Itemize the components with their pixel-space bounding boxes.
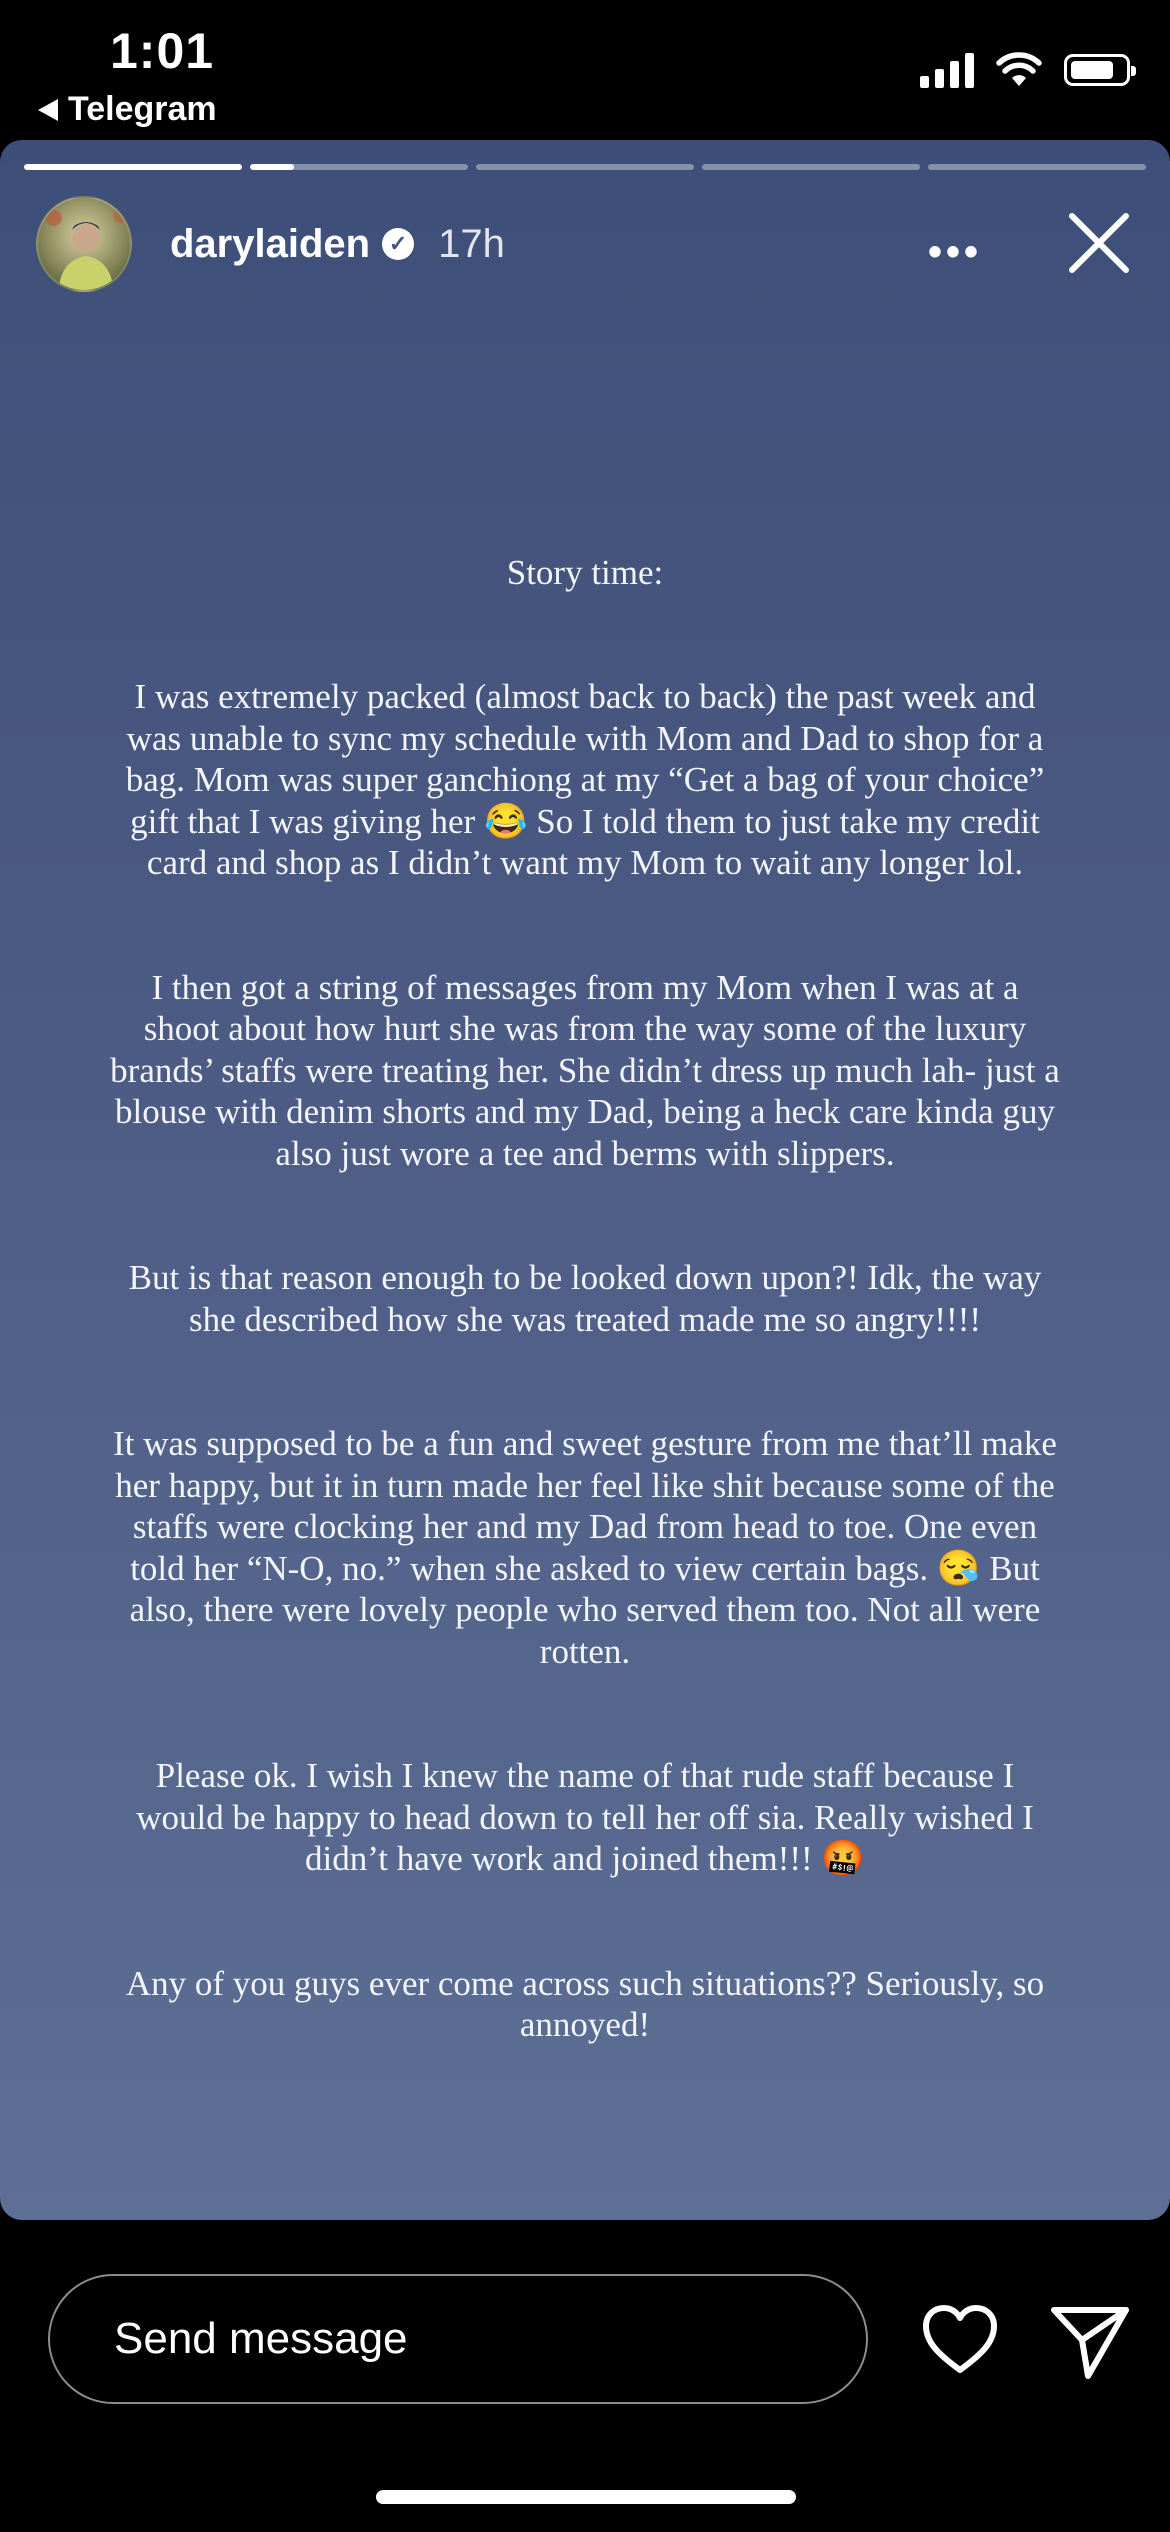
- story-header: [36, 194, 1134, 294]
- send-message-field[interactable]: [48, 2274, 868, 2404]
- story-viewer[interactable]: [0, 140, 1170, 2220]
- status-time: 1:01: [110, 23, 215, 79]
- story-progress-segment: [928, 164, 1146, 170]
- story-username[interactable]: darylaiden: [170, 221, 371, 266]
- story-progress-segment: [702, 164, 920, 170]
- avatar[interactable]: [36, 196, 132, 292]
- story-progress-segment: [476, 164, 694, 170]
- story-text: [110, 510, 1060, 2129]
- close-icon[interactable]: [1064, 208, 1134, 278]
- story-progress-bar: [24, 164, 1146, 170]
- cellular-signal-icon: [920, 52, 974, 88]
- heart-icon[interactable]: [918, 2298, 1002, 2382]
- more-options-button[interactable]: •••: [927, 230, 982, 274]
- message-input[interactable]: [112, 2313, 866, 2365]
- story-timestamp: 17h: [438, 221, 505, 266]
- story-paragraph: I was extremely packed (almost back to back) the past week and was unable to sync my schedule with Mom and Dad to shop for a bag. Mom was super ganchiong at my “Get a bag of your choice” gift that I was giving her 😂 So I told them to just take my credit card and shop as I didn’t want my Mom to wait any longer lol.: [125, 677, 1045, 882]
- back-arrow-icon: [38, 99, 58, 121]
- story-progress-segment: [24, 164, 242, 170]
- status-icons: [920, 52, 1130, 88]
- story-paragraph: Story time:: [506, 552, 664, 592]
- story-paragraph: It was supposed to be a fun and sweet gesture from me that’ll make her happy, but it in turn made her feel like shit because some of the staffs were clocking her and my Dad from head to toe. One even told her “N-O, no.” when she asked to view certain bags. 😪 But also, there were lovely people who served them too. Not all were rotten.: [113, 1424, 1057, 1671]
- story-paragraph: Please ok. I wish I knew the name of that rude staff because I would be happy to head down to tell her off sia. Really wished I didn’t have work and joined them!!! 🤬: [136, 1756, 1034, 1878]
- back-app-label: Telegram: [68, 90, 217, 128]
- story-progress-segment: [250, 164, 468, 170]
- paper-plane-icon[interactable]: [1048, 2298, 1132, 2382]
- story-paragraph: But is that reason enough to be looked down upon?! Idk, the way she described how she was treated made me so angry!!!!: [128, 1258, 1042, 1339]
- back-to-telegram-link[interactable]: [38, 90, 217, 129]
- home-indicator[interactable]: [376, 2490, 796, 2504]
- story-paragraph: Any of you guys ever come across such situations?? Seriously, so annoyed!: [125, 1963, 1045, 2044]
- story-paragraph: I then got a string of messages from my Mom when I was at a shoot about how hurt she was from the way some of the luxury brands’ staffs were treating her. She didn’t dress up much lah- just a blouse with denim shorts and my Dad, being a heck care kinda guy also just wore a tee and berms with slippers.: [110, 967, 1060, 1173]
- battery-icon: [1064, 54, 1130, 86]
- verified-badge-icon: ✓: [382, 228, 414, 260]
- wifi-icon: [996, 52, 1042, 88]
